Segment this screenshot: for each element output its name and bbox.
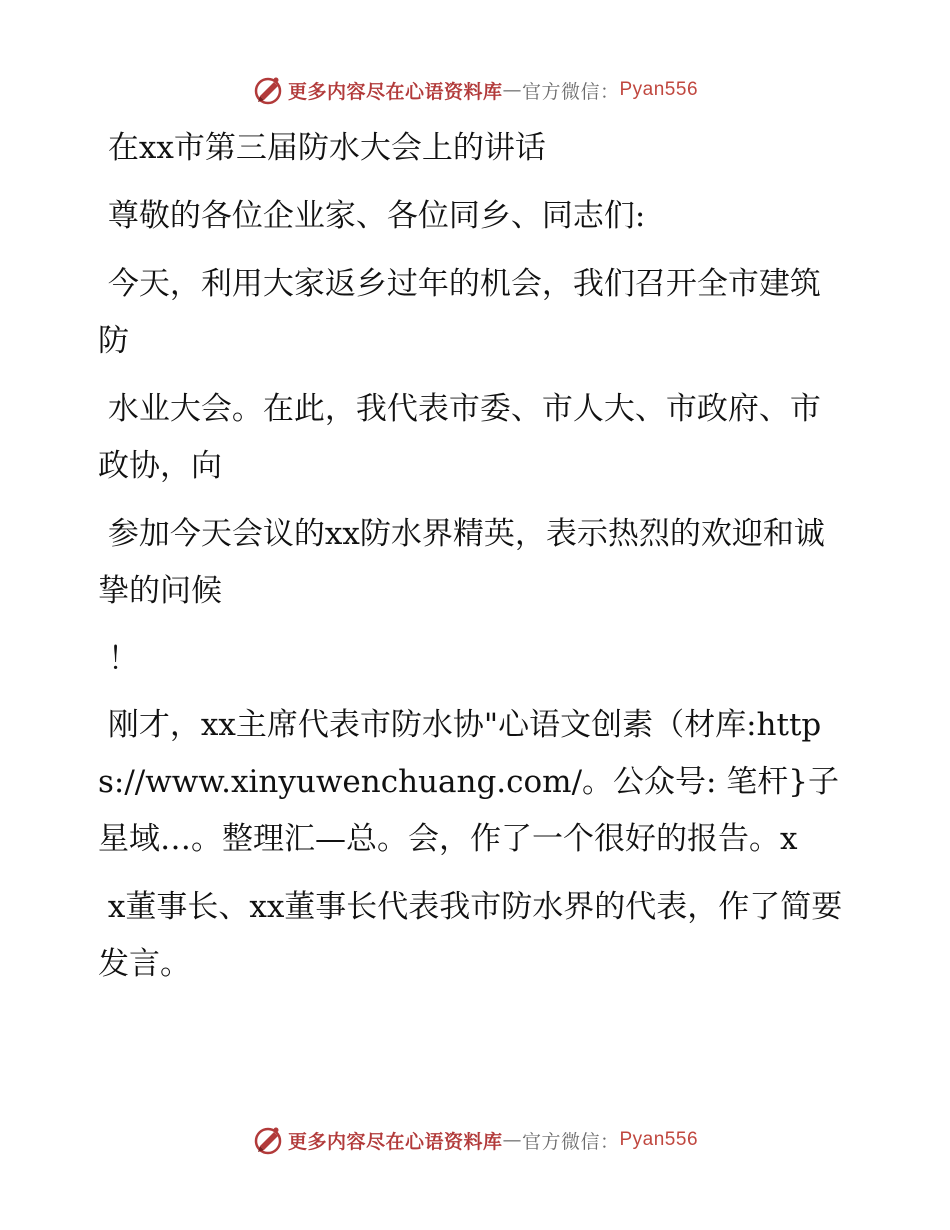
doc-title: 在xx市第三届防水大会上的讲话 [98,130,546,166]
banner-title: 更多内容尽在心语资料库 [287,1130,503,1153]
banner-subtitle: 官方微信： [521,1130,620,1153]
paragraph: 刚才，xx主席代表市防水协"心语文创素（材库:https://www.xinyuwenchuang.com/。公众号: 笔杆}子星域…。整理汇—总。会，作了一个很好的报告。x [98,707,840,857]
document-body [98,120,843,1004]
banner-subtitle: 官方微信： [521,80,620,103]
header-banner [0,70,950,110]
salutation: 尊敬的各位企业家、各位同乡、同志们: [98,198,646,234]
banner-wechat-id: Pyan556 [619,79,699,100]
paragraph: 水业大会。在此，我代表市委、市人大、市政府、市政协，向 [98,391,821,484]
banner-title: 更多内容尽在心语资料库 [287,80,503,103]
banner-separator: — [502,79,522,101]
paragraph: x董事长、xx董事长代表我市防水界的代表，作了简要发言。 [98,889,843,982]
banner-separator: — [502,1129,522,1151]
paragraph: ！ [98,641,139,677]
banner-wechat-id: Pyan556 [619,1129,699,1150]
footer-banner [0,1120,950,1160]
paragraph: 参加今天会议的xx防水界精英，表示热烈的欢迎和诚挚的问候 [98,516,825,609]
pen-logo-icon [252,1124,284,1156]
pen-logo-icon [252,74,284,106]
paragraph: 今天，利用大家返乡过年的机会，我们召开全市建筑防 [98,266,821,359]
